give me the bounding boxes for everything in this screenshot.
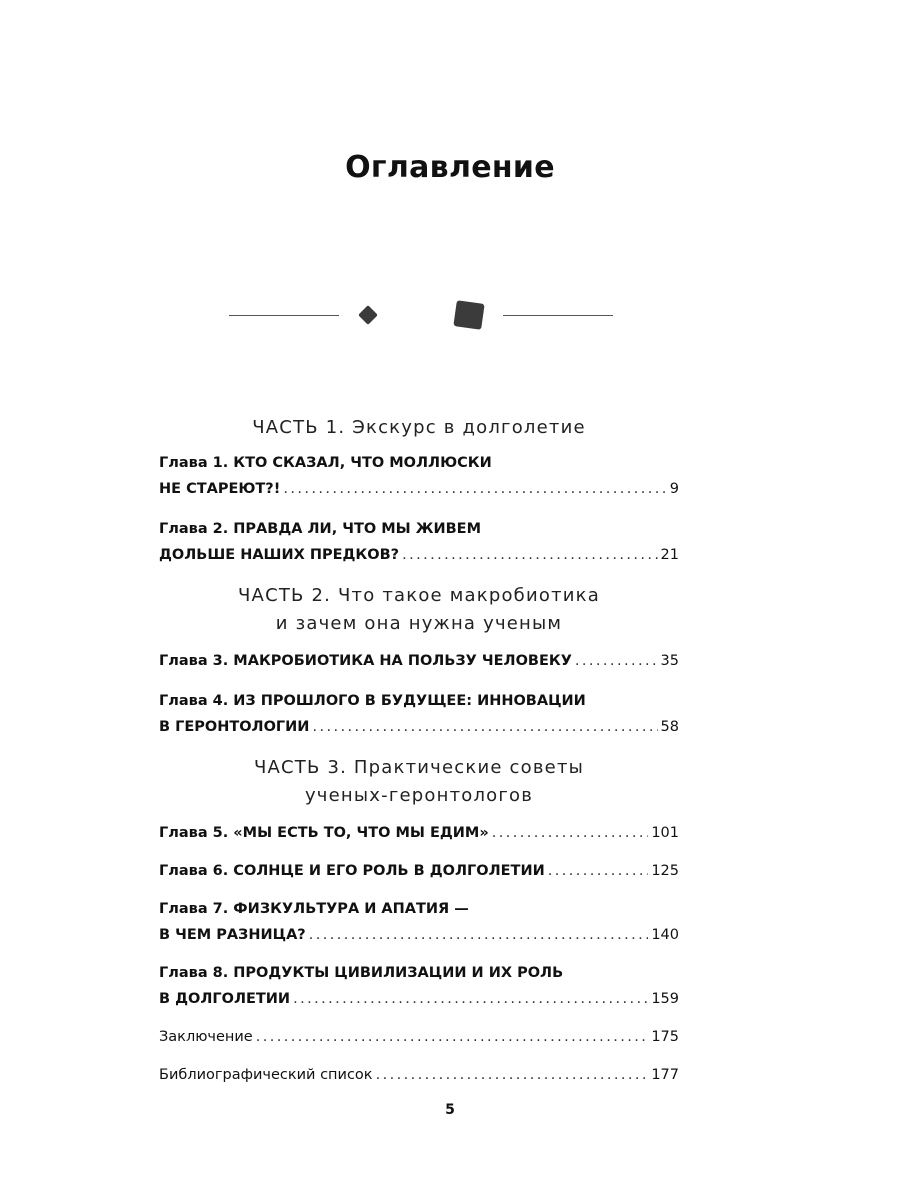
leader-dots — [492, 820, 649, 846]
ornament-line-right — [503, 315, 613, 316]
decorative-ornament — [0, 296, 900, 336]
toc-entry-title-line: В ДОЛГОЛЕТИИ — [159, 991, 291, 1007]
toc-page-number: 9 — [669, 481, 679, 497]
toc-entry-title-line: Заключение — [159, 1029, 253, 1045]
toc-entry-chapter-3[interactable] — [159, 648, 679, 674]
part-heading — [159, 582, 679, 638]
toc-entry-title-line: Глава 4. ИЗ ПРОШЛОГО В БУДУЩЕЕ: ИННОВАЦИИ — [159, 693, 586, 709]
table-of-contents — [159, 414, 679, 1088]
page-number: 5 — [445, 1102, 455, 1118]
square-icon — [453, 300, 484, 330]
page-title: Оглавление — [345, 150, 555, 185]
toc-entry-conclusion[interactable] — [159, 1024, 679, 1050]
part-heading — [159, 754, 679, 810]
toc-entry-chapter-6[interactable] — [159, 858, 679, 884]
toc-page-number: 58 — [660, 719, 679, 735]
leader-dots — [309, 922, 649, 948]
leader-dots — [312, 714, 657, 740]
part-heading — [159, 414, 679, 442]
leader-dots — [283, 476, 666, 502]
toc-page-number: 101 — [651, 825, 679, 841]
toc-entry-title-line: Глава 8. ПРОДУКТЫ ЦИВИЛИЗАЦИИ И ИХ РОЛЬ — [159, 965, 564, 981]
toc-page-number: 35 — [660, 653, 679, 669]
toc-page-number: 177 — [651, 1067, 679, 1083]
toc-entry-chapter-1[interactable] — [159, 450, 679, 502]
toc-entry-title-line: Глава 1. КТО СКАЗАЛ, ЧТО МОЛЛЮСКИ — [159, 455, 492, 471]
toc-entry-title-line: Глава 2. ПРАВДА ЛИ, ЧТО МЫ ЖИВЕМ — [159, 521, 482, 537]
toc-entry-title-line: ДОЛЬШЕ НАШИХ ПРЕДКОВ? — [159, 547, 400, 563]
leader-dots — [256, 1024, 649, 1050]
toc-entry-title-line: В ЧЕМ РАЗНИЦА? — [159, 927, 306, 943]
part-heading-line: ЧАСТЬ 1. Экскурс в долголетие — [252, 417, 586, 438]
toc-page-number: 159 — [651, 991, 679, 1007]
ornament-line-left — [229, 315, 339, 316]
leader-dots — [575, 648, 658, 674]
part-heading-line: ученых-геронтологов — [304, 785, 534, 806]
toc-entry-chapter-2[interactable] — [159, 516, 679, 568]
toc-entry-title-line: Библиографический список — [159, 1067, 373, 1083]
toc-page-number: 140 — [651, 927, 679, 943]
part-heading-line: ЧАСТЬ 3. Практические советы — [253, 757, 585, 778]
leader-dots — [548, 858, 649, 884]
toc-entry-title-line: НЕ СТАРЕЮТ?! — [159, 481, 281, 497]
toc-entry-title-line: Глава 6. СОЛНЦЕ И ЕГО РОЛЬ В ДОЛГОЛЕТИИ — [159, 863, 545, 879]
toc-entry-title-line: Глава 5. «МЫ ЕСТЬ ТО, ЧТО МЫ ЕДИМ» — [159, 825, 489, 841]
toc-entry-chapter-8[interactable] — [159, 960, 679, 1012]
toc-page-number: 175 — [651, 1029, 679, 1045]
toc-entry-chapter-7[interactable] — [159, 896, 679, 948]
toc-entry-bibliography[interactable] — [159, 1062, 679, 1088]
toc-page-number: 125 — [651, 863, 679, 879]
leader-dots — [293, 986, 648, 1012]
toc-entry-title-line: Глава 7. ФИЗКУЛЬТУРА И АПАТИЯ — — [159, 901, 469, 917]
diamond-icon — [358, 305, 378, 325]
part-heading-line: и зачем она нужна ученым — [275, 613, 563, 634]
leader-dots — [402, 542, 657, 568]
part-heading-line: ЧАСТЬ 2. Что такое макробиотика — [238, 585, 600, 606]
leader-dots — [376, 1062, 649, 1088]
toc-page-number: 21 — [660, 547, 679, 563]
toc-entry-chapter-5[interactable] — [159, 820, 679, 846]
toc-entry-title-line: Глава 3. МАКРОБИОТИКА НА ПОЛЬЗУ ЧЕЛОВЕКУ — [159, 653, 572, 669]
toc-entry-title-line: В ГЕРОНТОЛОГИИ — [159, 719, 310, 735]
toc-entry-chapter-4[interactable] — [159, 688, 679, 740]
